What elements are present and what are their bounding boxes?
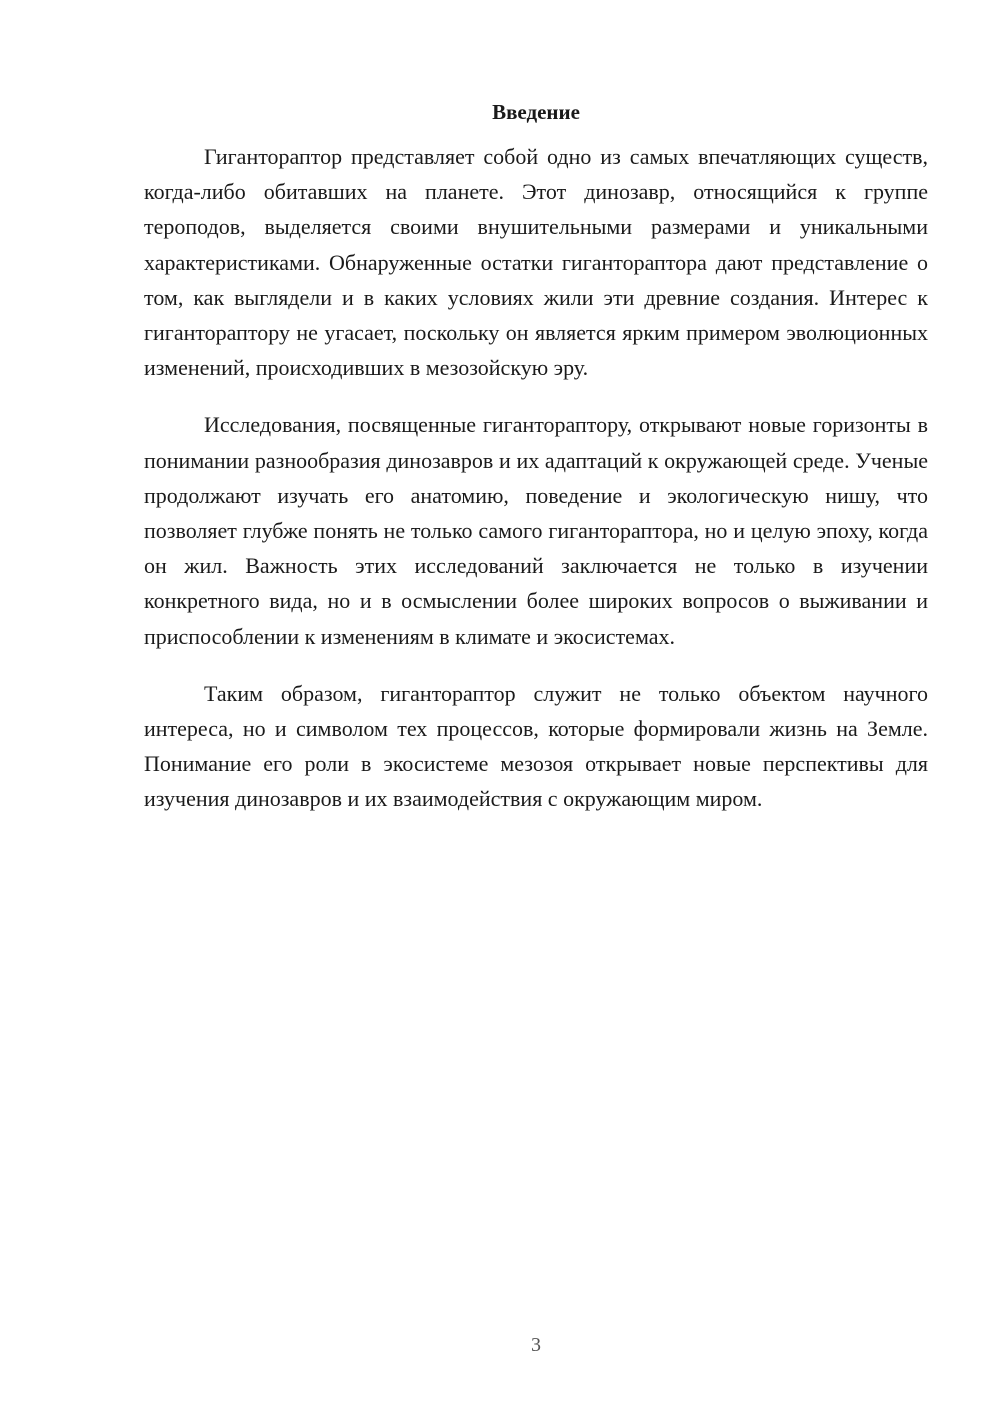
page-content bbox=[144, 97, 928, 817]
page-number: 3 bbox=[531, 1334, 541, 1356]
paragraph-2: Исследования, посвященные гигантораптору, открывают новые горизонты в понимании разнообразия динозавров и их адаптаций к окружающей среде. Ученые продолжают изучать его анатомию, поведение и экологическую нишу, что позволяет глубже понять не только самого гигантораптора, но и целую эпоху, когда он жил. Важность этих исследований заключается не только в изучении конкретного вида, но и в осмыслении более широких вопросов о выживании и приспособлении к изменениям в климате и экосистемах. bbox=[144, 412, 928, 649]
section-heading: Введение bbox=[492, 100, 580, 124]
paragraph-3: Таким образом, гигантораптор служит не только объектом научного интереса, но и символом тех процессов, которые формировали жизнь на Земле. Понимание его роли в экосистеме мезозоя открывает новые перспективы для изучения динозавров и их взаимодействия с окружающим миром. bbox=[144, 680, 928, 812]
paragraph-1: Гигантораптор представляет собой одно из самых впечатляющих существ, когда-либо обитавших на планете. Этот динозавр, относящийся к группе тероподов, выделяется своими внушительными размерами и уникальными характеристиками. Обнаруженные остатки гигантораптора дают представление о том, как выглядели и в каких условиях жили эти древние создания. Интерес к гигантораптору не угасает, поскольку он является ярким примером эволюционных изменений, происходивших в мезозойскую эру. bbox=[144, 144, 928, 381]
